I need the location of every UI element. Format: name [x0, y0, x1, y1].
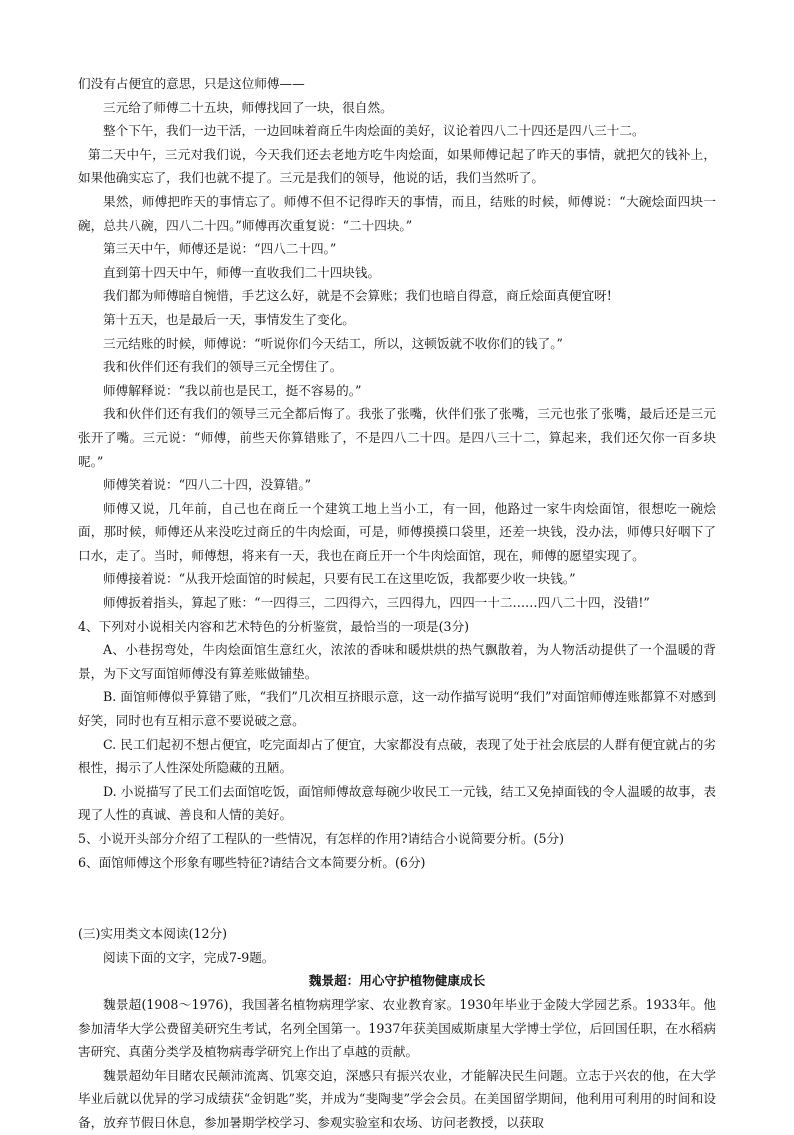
article-paragraph: 魏景超幼年目睹农民颠沛流离、饥寒交迫，深感只有振兴农业，才能解决民生问题。立志于兴农的他，在大学毕业后就以优异的学习成绩获“金钥匙”奖，并成为“斐陶斐”学会会员。在美国留学期间，他利用可利用的时间和设备，放弃节假日休息，参加暑期学校学习、参观实验室和农场、访问老教授，以获取	[78, 1067, 716, 1130]
story-paragraph: 第二天中午，三元对我们说，今天我们还去老地方吃牛肉烩面，如果师傅记起了昨天的事情，就把欠的钱补上，如果他确实忘了，我们也就不提了。三元是我们的领导，他说的话，我们当然听了。	[78, 146, 716, 186]
section-gap	[78, 874, 716, 922]
story-paragraph: 第十五天，也是最后一天，事情发生了变化。	[103, 311, 355, 327]
story-paragraph: 师傅解释说：“我以前也是民工，挺不容易的。”	[103, 382, 362, 398]
story-paragraph: 直到第十四天中午，师傅一直收我们二十四块钱。	[103, 264, 381, 280]
question-6: 6、面馆师傅这个形象有哪些特征?请结合文本简要分析。(6分)	[78, 854, 426, 870]
question-4: 4、下列对小说相关内容和艺术特色的分析鉴赏，最恰当的一项是(3分)	[78, 618, 470, 634]
article-title: 魏景超：用心守护植物健康成长	[308, 973, 486, 989]
story-paragraph: 师傅扳着指头，算起了账：“一四得三，二四得六，三四得九，四四一十二……四八二十四，没错!”	[103, 595, 650, 611]
section-instruction: 阅读下面的文字，完成7-9题。	[103, 949, 275, 965]
document-page	[78, 72, 716, 1135]
article-paragraph: 魏景超(1908～1976)，我国著名植物病理学家、农业教育家。1930年毕业于金陵大学园艺系。1933年。他参加清华大学公费留美研究生考试，名列全国第一。1937年获美国威斯康星大学博士学位，后回国任职，在水稻病害研究、真菌分类学及植物病毒学研究上作出了卓越的贡献。	[78, 996, 716, 1060]
story-paragraph: 师傅又说，几年前，自己也在商丘一个建筑工地上当小工，有一回，他路过一家牛肉烩面馆，很想吃一碗烩面，那时候，师傅还从来没吃过商丘的牛肉烩面，可是，师傅摸摸口袋里，还差一块钱，没办法，师傅只好咽下了口水，走了。当时，师傅想，将来有一天，我也在商丘开一个牛肉烩面馆，现在，师傅的愿望实现了。	[78, 500, 716, 563]
story-paragraph: 我们都为师傅暗自惋惜，手艺这么好，就是不会算账；我们也暗自得意，商丘烩面真便宜呀!	[103, 288, 612, 304]
question-4-option-b: B. 面馆师傅似乎算错了账，“我们”几次相互挤眼示意，这一动作描写说明“我们”对面馆师傅连账都算不对感到好笑，同时也有互相示意不要说破之意。	[78, 689, 716, 729]
story-paragraph: 我和伙伴们还有我们的领导三元全都后悔了。我张了张嘴，伙伴们张了张嘴，三元也张了张嘴，最后还是三元张开了嘴。三元说：“师傅，前些天你算错账了，不是四八二十四。是四八三十二，算起来，我们还欠你一百多块呢。”	[78, 406, 716, 469]
question-5: 5、小说开头部分介绍了工程队的一些情况，有怎样的作用?请结合小说简要分析。(5分)	[78, 831, 564, 846]
story-paragraph: 们没有占便宜的意思，只是这位师傅——	[78, 76, 305, 91]
story-paragraph: 师傅接着说：“从我开烩面馆的时候起，只要有民工在这里吃饭，我都要少收一块钱。”	[103, 571, 576, 587]
story-paragraph: 三元结账的时候，师傅说：“听说你们今天结工，所以，这顿饭就不收你们的钱了。”	[103, 335, 563, 351]
story-paragraph: 第三天中午，师傅还是说：“四八二十四。”	[103, 241, 337, 257]
section-heading: (三)实用类文本阅读(12分)	[78, 926, 228, 942]
story-paragraph: 整个下午，我们一边干活，一边回味着商丘牛肉烩面的美好，议论着四八二十四还是四八三十二。	[103, 123, 645, 139]
question-4-option-d: D. 小说描写了民工们去面馆吃饭，面馆师傅故意每碗少收民工一元钱，结工又免掉面钱的令人温暖的故事，表现了人性的真诚、善良和人情的美好。	[78, 783, 716, 823]
story-paragraph: 师傅笑着说：“四八二十四，没算错。”	[103, 477, 312, 493]
question-4-option-a: A、小巷拐弯处，牛肉烩面馆生意红火，浓浓的香味和暖烘烘的热气飘散着，为人物活动提供了一个温暖的背景，为下文写面馆师傅没有算差账做铺垫。	[78, 642, 716, 681]
story-paragraph: 果然，师傅把昨天的事情忘了。师傅不但不记得昨天的事情，而且，结账的时候，师傅说：“大碗烩面四块一碗，总共八碗，四八二十四。”师傅再次重复说：“二十四块。”	[78, 193, 716, 233]
story-paragraph: 我和伙伴们还有我们的领导三元全愣住了。	[103, 359, 343, 375]
story-paragraph: 三元给了师傅二十五块，师傅找回了一块，很自然。	[103, 99, 393, 115]
question-4-option-c: C. 民工们起初不想占便宜，吃完面却占了便宜，大家都没有点破，表现了处于社会底层的人群有便宜就占的劣根性，揭示了人性深处所隐藏的丑陋。	[78, 736, 716, 776]
